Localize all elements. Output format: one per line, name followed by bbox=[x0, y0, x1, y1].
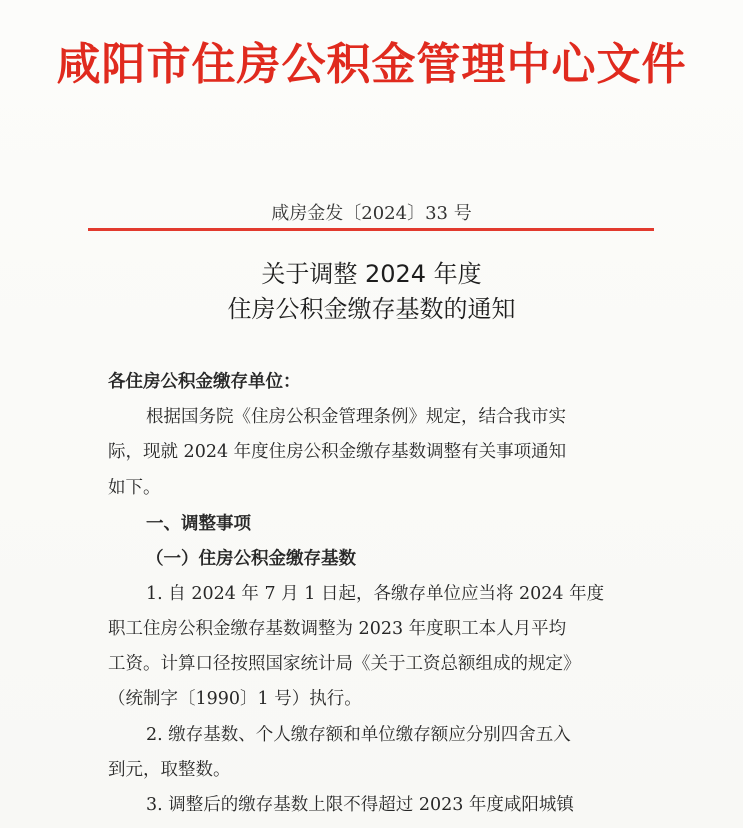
body-line: 1. 自 2024 年 7 月 1 日起，各缴存单位应当将 2024 年度 bbox=[146, 584, 605, 604]
body-line: 到元，取整数。 bbox=[108, 760, 231, 780]
body-line: 际，现就 2024 年度住房公积金缴存基数调整有关事项通知 bbox=[108, 442, 567, 462]
document-number: 咸房金发〔2024〕33 号 bbox=[271, 203, 472, 224]
addressee: 各住房公积金缴存单位： bbox=[108, 372, 301, 392]
body-line: 工资。计算口径按照国家统计局《关于工资总额组成的规定》 bbox=[108, 654, 581, 674]
body-line: （统制字〔1990〕1 号）执行。 bbox=[108, 689, 362, 709]
red-divider-line bbox=[88, 228, 654, 231]
subject-line-2: 住房公积金缴存基数的通知 bbox=[227, 295, 516, 323]
subsection-heading: （一）住房公积金缴存基数 bbox=[146, 549, 356, 569]
body-line: 2. 缴存基数、个人缴存额和单位缴存额应分别四舍五入 bbox=[146, 725, 571, 745]
document-header-title: 咸阳市住房公积金管理中心文件 bbox=[56, 39, 687, 90]
body-line: 根据国务院《住房公积金管理条例》规定，结合我市实 bbox=[146, 407, 566, 427]
body-line: 职工住房公积金缴存基数调整为 2023 年度职工本人月平均 bbox=[108, 619, 567, 639]
body-line: 如下。 bbox=[108, 478, 161, 498]
body-line: 3. 调整后的缴存基数上限不得超过 2023 年度咸阳城镇 bbox=[146, 795, 574, 815]
section-heading: 一、调整事项 bbox=[146, 514, 251, 534]
subject-line-1: 关于调整 2024 年度 bbox=[261, 260, 482, 288]
